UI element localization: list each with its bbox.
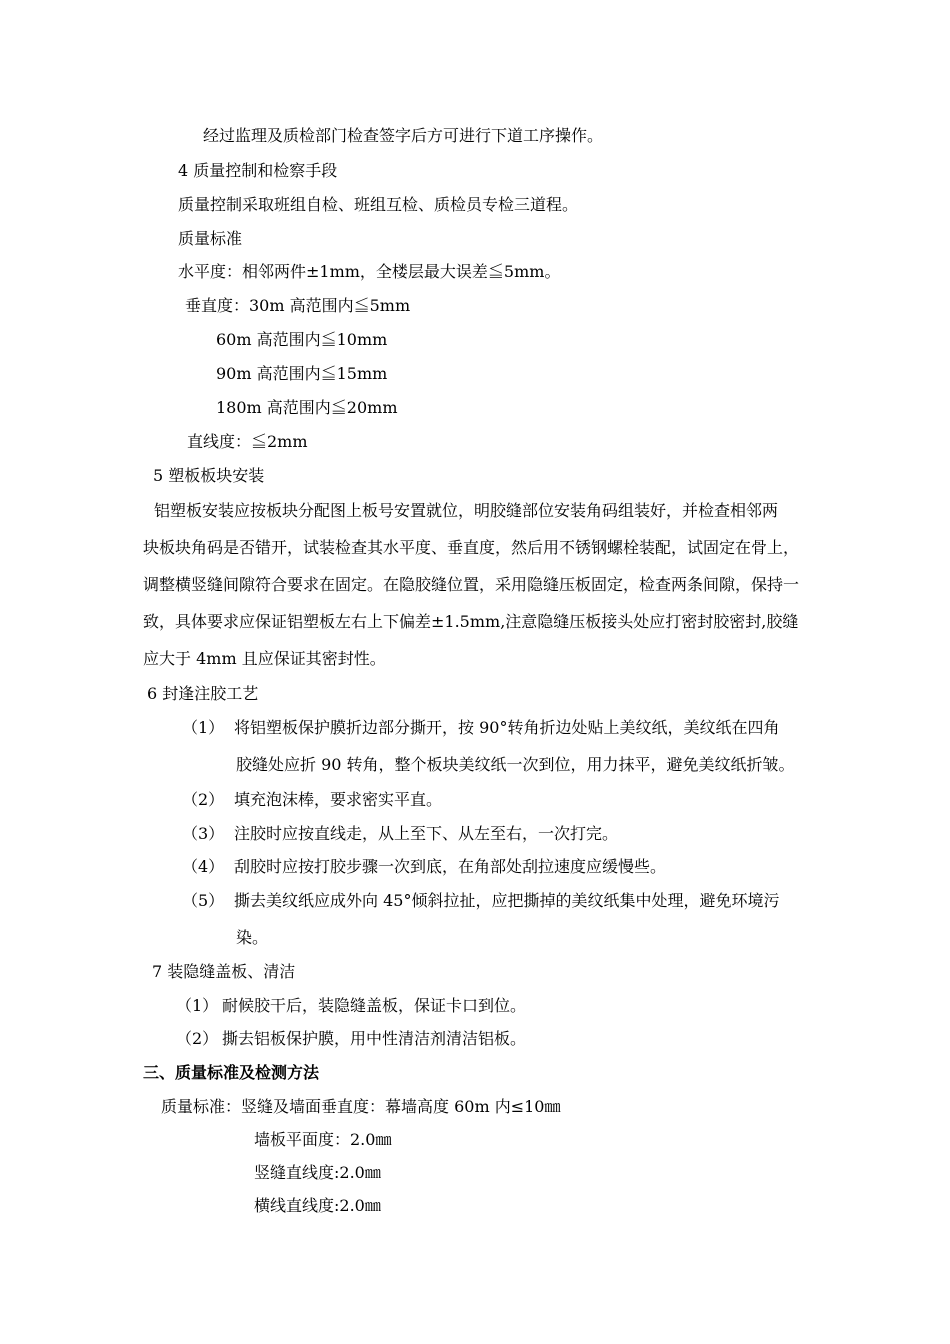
list-text: 填充泡沫棒，要求密实平直。 xyxy=(234,790,443,809)
list-number: （1） xyxy=(176,996,219,1015)
section-4-text: 质量控制采取班组自检、班组互检、质检员专检三道程。 xyxy=(178,195,579,214)
section-3-flatness: 墙板平面度：2.0㎜ xyxy=(254,1130,392,1149)
paragraph-top: 经过监理及质检部门检查签字后方可进行下道工序操作。 xyxy=(203,126,604,145)
list-text: 撕去美纹纸应成外向 45°倾斜拉扯，应把撕掉的美纹纸集中处理，避免环境污 xyxy=(234,891,780,910)
list-number: （2） xyxy=(182,790,225,809)
list-text: 注胶时应按直线走，从上至下、从左至右，一次打完。 xyxy=(234,824,619,843)
list-item xyxy=(176,996,526,1016)
section-5-line: 块板块角码是否错开，试装检查其水平度、垂直度，然后用不锈钢螺栓装配，试固定在骨上， xyxy=(143,538,800,557)
list-text: 将铝塑板保护膜折边部分撕开，按 90°转角折边处贴上美纹纸，美纹纸在四角 xyxy=(234,718,780,737)
list-number: （2） xyxy=(176,1029,219,1048)
list-item xyxy=(176,1029,526,1049)
list-item xyxy=(182,857,666,877)
section-5-line: 应大于 4mm 且应保证其密封性。 xyxy=(143,649,386,668)
list-number: （5） xyxy=(182,891,225,910)
list-text: 耐候胶干后，装隐缝盖板，保证卡口到位。 xyxy=(222,996,527,1015)
list-number: （4） xyxy=(182,857,225,876)
section-4-title: 4 质量控制和检察手段 xyxy=(178,161,338,180)
list-item xyxy=(182,891,779,911)
level-standard: 水平度：相邻两件±1mm，全楼层最大误差≦5mm。 xyxy=(178,262,561,281)
vertical-standard-180m: 180m 高范围内≦20mm xyxy=(216,398,398,417)
section-5-line: 铝塑板安装应按板块分配图上板号安置就位，明胶缝部位安装角码组装好，并检查相邻两 xyxy=(154,501,779,520)
section-5-line: 致，具体要求应保证铝塑板左右上下偏差±1.5mm,注意隐缝压板接头处应打密封胶密封,胶缝 xyxy=(143,612,799,631)
vertical-standard-30m: 垂直度：30m 高范围内≦5mm xyxy=(185,296,411,315)
list-item xyxy=(182,824,618,844)
list-text: 刮胶时应按打胶步骤一次到底，在角部处刮拉速度应缓慢些。 xyxy=(234,857,667,876)
vertical-standard-90m: 90m 高范围内≦15mm xyxy=(216,364,388,383)
section-3-vertical-line: 竖缝直线度:2.0㎜ xyxy=(254,1163,381,1182)
list-item xyxy=(182,790,442,810)
section-3-horizontal-line: 横线直线度:2.0㎜ xyxy=(254,1196,381,1215)
list-text: 撕去铝板保护膜，用中性清洁剂清洁铝板。 xyxy=(222,1029,527,1048)
section-5-line: 调整横竖缝间隙符合要求在固定。在隐胶缝位置，采用隐缝压板固定，检查两条间隙，保持一 xyxy=(143,575,800,594)
section-3-standard: 质量标准：竖缝及墙面垂直度：幕墙高度 60m 内≤10㎜ xyxy=(161,1097,561,1116)
list-item xyxy=(182,718,779,738)
list-number: （3） xyxy=(182,824,225,843)
list-number: （1） xyxy=(182,718,225,737)
section-5-title: 5 塑板板块安装 xyxy=(153,466,265,485)
quality-standard-label: 质量标准 xyxy=(178,229,243,248)
section-6-title: 6 封逢注胶工艺 xyxy=(147,684,259,703)
section-3-heading: 三、质量标准及检测方法 xyxy=(143,1063,320,1082)
section-7-title: 7 装隐缝盖板、清洁 xyxy=(152,962,296,981)
straightness-standard: 直线度：≦2mm xyxy=(187,432,308,451)
list-item-continuation: 染。 xyxy=(236,928,269,947)
vertical-standard-60m: 60m 高范围内≦10mm xyxy=(216,330,388,349)
list-item-continuation: 胶缝处应折 90 转角，整个板块美纹纸一次到位，用力抹平，避免美纹纸折皱。 xyxy=(236,755,795,774)
